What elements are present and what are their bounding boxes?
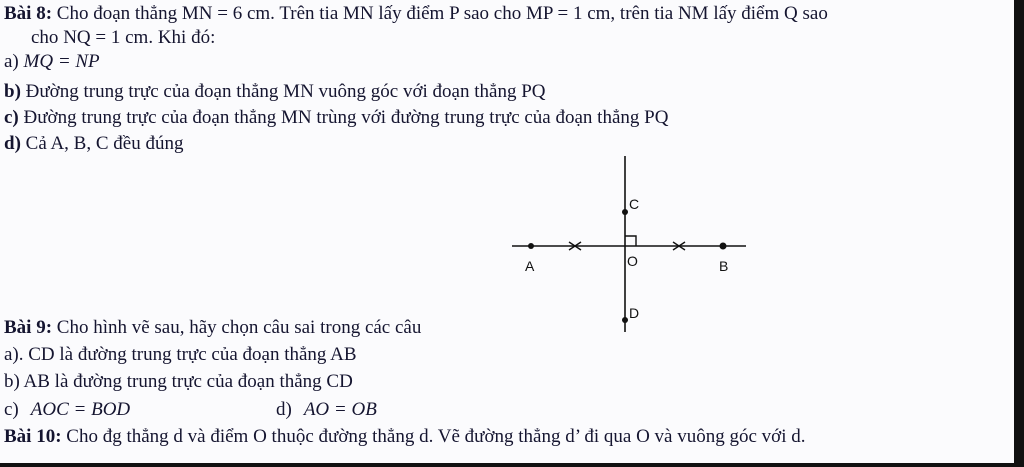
label-o: O: [627, 253, 638, 269]
b10-question: Bài 10: Cho đg thẳng d và điểm O thuộc đường thẳng d. Vẽ đường thẳng d’ đi qua O và vuông góc với d.: [4, 426, 806, 447]
point-d: [622, 317, 628, 323]
b8-label: Bài 8:: [4, 3, 53, 24]
label-a: A: [525, 258, 535, 274]
label-d: D: [629, 305, 640, 321]
b9-label: Bài 9:: [4, 317, 53, 338]
b8-option-c: c) Đường trung trực của đoạn thẳng MN trùng với đường trung trực của đoạn thẳng PQ: [4, 107, 669, 128]
b9-option-b: b) AB là đường trung trực của đoạn thẳng CD: [4, 371, 353, 392]
b8-option-d: d) Cả A, B, C đều đúng: [4, 133, 184, 154]
point-a: [528, 243, 534, 249]
b9-option-d: d) AO = OB: [276, 399, 377, 420]
b9-option-a: a). CD là đường trung trực của đoạn thẳng AB: [4, 344, 357, 365]
b8-option-b: b) Đường trung trực của đoạn thẳng MN vuông góc với đoạn thẳng PQ: [4, 81, 546, 102]
b9-option-c: c) AOC = BOD: [4, 399, 131, 420]
perpendicular-bisector-figure: [500, 150, 760, 340]
b8-option-a: a) MQ = NP: [4, 51, 100, 72]
label-b: B: [719, 258, 729, 274]
label-c: C: [629, 196, 640, 212]
right-angle-mark: [625, 236, 636, 246]
b8-question-line2: cho NQ = 1 cm. Khi đó:: [31, 27, 216, 48]
b10-label: Bài 10:: [4, 426, 62, 447]
point-c: [622, 209, 628, 215]
b8-question-line1: Bài 8: Cho đoạn thẳng MN = 6 cm. Trên tia MN lấy điểm P sao cho MP = 1 cm, trên tia NM lấy điểm Q sao: [4, 3, 828, 24]
b9-question: Bài 9: Cho hình vẽ sau, hãy chọn câu sai trong các câu: [4, 317, 422, 338]
point-b: [720, 243, 727, 250]
